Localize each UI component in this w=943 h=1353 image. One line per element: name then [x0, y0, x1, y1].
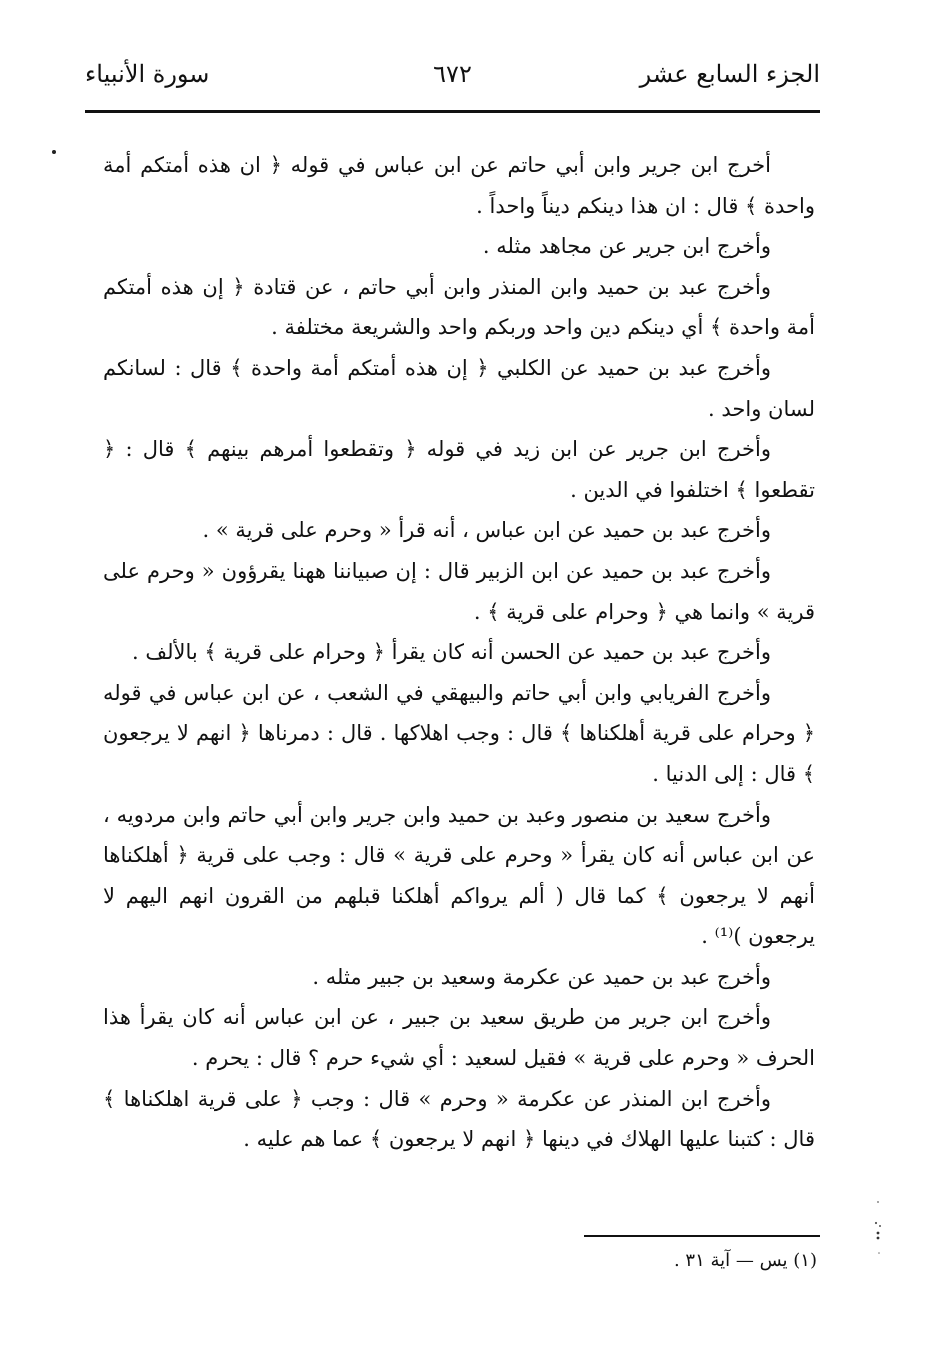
- page-number: ٦٧٢: [433, 60, 472, 88]
- paragraph: وأخرج عبد بن حميد عن الكلبي ﴿ إن هذه أمتكم أمة واحدة ﴾ قال : لسانكم لسان واحد .: [103, 355, 815, 421]
- paragraph: وأخرج ابن جرير عن ابن زيد في قوله ﴿ وتقطعوا أمرهم بينهم ﴾ قال : ﴿ تقطعوا ﴾ اختلفوا في الدين .: [103, 437, 815, 502]
- paragraph: وأخرج عبد بن حميد عن الحسن أنه كان يقرأ ﴿ وحرام على قرية ﴾ بالألف .: [131, 640, 771, 665]
- part-label: الجزء السابع عشر: [639, 60, 820, 88]
- paragraph: وأخرج الفريابي وابن أبي حاتم والبيهقي في الشعب ، عن ابن عباس في قوله ﴿ وحرام على قرية أهلكناها ﴾ قال : وجب اهلاكها . قال : دمرناها ﴿ انهم لا يرجعون ﴾ قال : إلى الدنيا .: [103, 680, 815, 786]
- main-text: [103, 145, 815, 1160]
- paragraph: وأخرج ابن جرير من طريق سعيد بن جبير ، عن ابن عباس أنه كان يقرأ هذا الحرف « وحرم على قرية » فقيل لسعيد : أي شيء حرم ؟ قال : يحرم .: [103, 1005, 815, 1071]
- paragraph: وأخرج عبد بن حميد وابن المنذر وابن أبي حاتم ، عن قتادة ﴿ إن هذه أمتكم أمة واحدة ﴾ أي دينكم دين واحد وربكم واحد والشريعة مختلفة .: [103, 274, 815, 340]
- paragraph: وأخرج سعيد بن منصور وعبد بن حميد وابن جرير وابن أبي حاتم وابن مردويه ، عن ابن عباس أنه كان يقرأ « وحرم على قرية » قال : وجب على قرية ﴿ أهلكناها أنهم لا يرجعون ﴾ كما قال ( ألم يرواكم أهلكنا قبلهم من القرون انهم اليهم لا يرجعون )⁽¹⁾ .: [103, 802, 815, 949]
- scan-speck: [52, 150, 56, 154]
- footnote: (١) يس — آية ٣١ .: [673, 1250, 817, 1271]
- paragraph: وأخرج عبد بن حميد عن ابن عباس ، أنه قرأ « وحرم على قرية » .: [202, 518, 771, 543]
- scan-marks: [866, 1198, 886, 1268]
- paragraph: وأخرج عبد بن حميد عن عكرمة وسعيد بن جبير مثله .: [312, 964, 771, 989]
- surah-label: سورة الأنبياء: [85, 60, 210, 88]
- footnote-divider: [584, 1235, 820, 1237]
- paragraph: وأخرج عبد بن حميد عن ابن الزبير قال : إن صبياننا ههنا يقرؤون « وحرم على قرية » وانما هي ﴿ وحرام على قرية ﴾ .: [103, 558, 815, 624]
- paragraph: وأخرج ابن المنذر عن عكرمة « وحرم » قال : وجب ﴿ على قرية اهلكناها ﴾ قال : كتبنا عليها الهلاك في دينها ﴿ انهم لا يرجعون ﴾ عما هم عليه .: [103, 1086, 815, 1152]
- paragraph: أخرج ابن جرير وابن أبي حاتم عن ابن عباس في قوله ﴿ ان هذه أمتكم أمة واحدة ﴾ قال : ان هذا دينكم ديناً واحداً .: [103, 153, 815, 218]
- page-header: [85, 52, 820, 96]
- paragraph: وأخرج ابن جرير عن مجاهد مثله .: [482, 234, 771, 259]
- header-divider: [85, 110, 820, 113]
